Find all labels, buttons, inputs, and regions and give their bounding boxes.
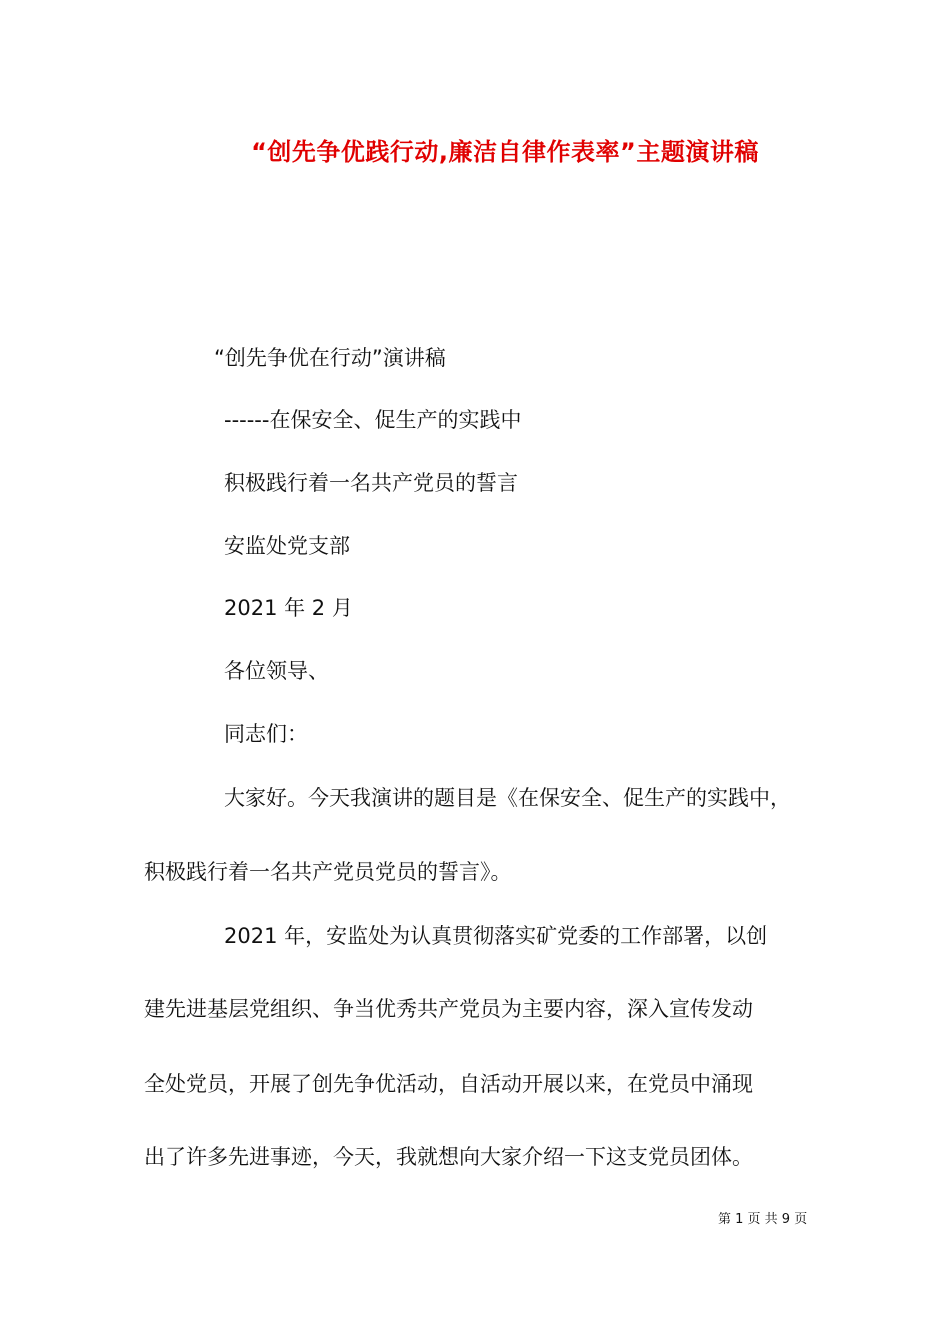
subtitle-line: ------在保安全、促生产的实践中 (224, 408, 522, 432)
document-title: “创先争优践行动,廉洁自律作表率”主题演讲稿 (251, 138, 759, 166)
body-line: 大家好。今天我演讲的题目是《在保安全、促生产的实践中， (224, 786, 791, 810)
page-footer: 第 1 页 共 9 页 (718, 1212, 808, 1227)
date-line: 2021 年 2 月 (224, 596, 353, 620)
salutation-line: 同志们： (224, 722, 308, 746)
body-line: 建先进基层党组织、争当优秀共产党员为主要内容，深入宣传发动 (144, 997, 753, 1021)
department-line: 安监处党支部 (224, 534, 350, 558)
body-line: 出了许多先进事迹，今天，我就想向大家介绍一下这支党员团体。 (144, 1145, 753, 1169)
body-line: 积极践行着一名共产党员党员的誓言》。 (144, 860, 512, 884)
body-line: 全处党员，开展了创先争优活动，自活动开展以来，在党员中涌现 (144, 1072, 753, 1096)
subtitle-line: “创先争优在行动”演讲稿 (214, 346, 446, 370)
body-line: 2021 年，安监处为认真贯彻落实矿党委的工作部署，以创 (224, 924, 768, 948)
subtitle-line: 积极践行着一名共产党员的誓言 (224, 471, 518, 495)
salutation-line: 各位领导、 (224, 659, 329, 683)
